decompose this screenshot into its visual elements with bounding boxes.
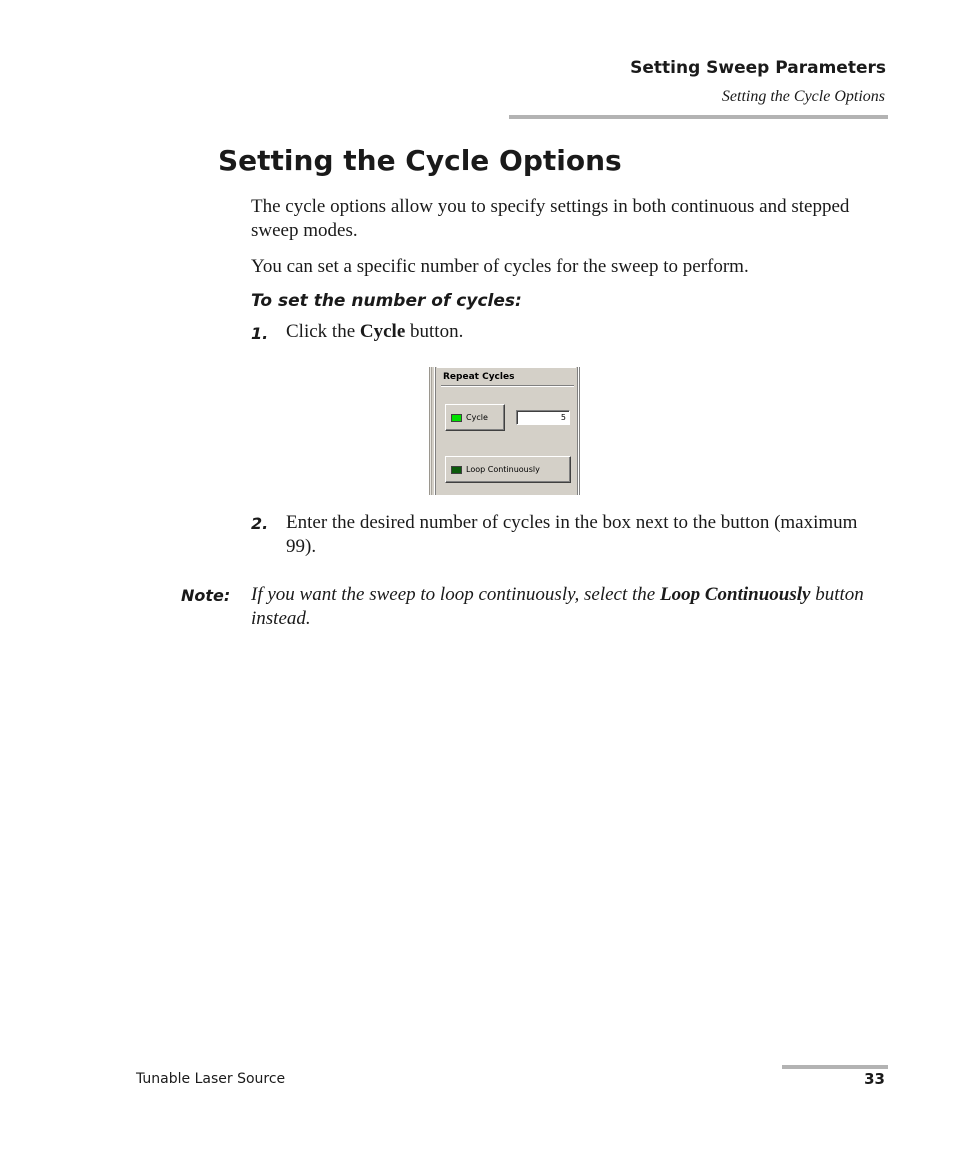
note-loop-term: Loop Continuously: [659, 584, 811, 605]
group-separator-highlight: [441, 386, 574, 387]
loop-button-label: Loop Continuously: [466, 465, 540, 474]
cycle-led-icon: [451, 414, 462, 422]
footer-rule: [782, 1065, 888, 1069]
procedure-heading: To set the number of cycles:: [251, 291, 522, 311]
page-number: 33: [864, 1070, 885, 1088]
note-text: [251, 583, 891, 631]
repeat-cycles-group-title: Repeat Cycles: [443, 372, 515, 382]
loop-led-icon: [451, 466, 462, 474]
page-title: Setting the Cycle Options: [218, 144, 622, 177]
loop-continuously-button[interactable]: [445, 456, 571, 483]
running-header-chapter: Setting Sweep Parameters: [630, 58, 886, 78]
step-2-number: 2.: [251, 514, 269, 533]
step-1-text-post: button.: [405, 321, 464, 342]
header-rule: [509, 115, 888, 119]
cycles-paragraph: You can set a specific number of cycles for the sweep to perform.: [251, 256, 749, 277]
panel-top-highlight: [437, 367, 576, 368]
step-1-text: [286, 321, 463, 343]
step-1-cycle-term: Cycle: [359, 321, 406, 342]
repeat-cycles-panel-screenshot: [429, 367, 580, 495]
step-1-text-pre: Click the: [286, 321, 360, 342]
cycle-count-input[interactable]: 5: [516, 410, 570, 425]
cycle-button[interactable]: [445, 404, 505, 431]
cycle-button-label: Cycle: [466, 413, 488, 422]
note-text-pre: If you want the sweep to loop continuously, select the: [251, 584, 660, 605]
note-label: Note:: [181, 586, 231, 605]
intro-paragraph: The cycle options allow you to specify settings in both continuous and stepped sweep modes.: [251, 196, 850, 241]
note-text-post: button instead.: [251, 584, 864, 629]
step-2-text: Enter the desired number of cycles in the box next to the button (maximum 99).: [286, 512, 858, 557]
panel-right-border: [576, 367, 580, 495]
step-1-number: 1.: [251, 324, 269, 343]
running-header-section: Setting the Cycle Options: [721, 88, 885, 105]
footer-document-title: Tunable Laser Source: [136, 1071, 286, 1087]
panel-left-border: [429, 367, 437, 495]
